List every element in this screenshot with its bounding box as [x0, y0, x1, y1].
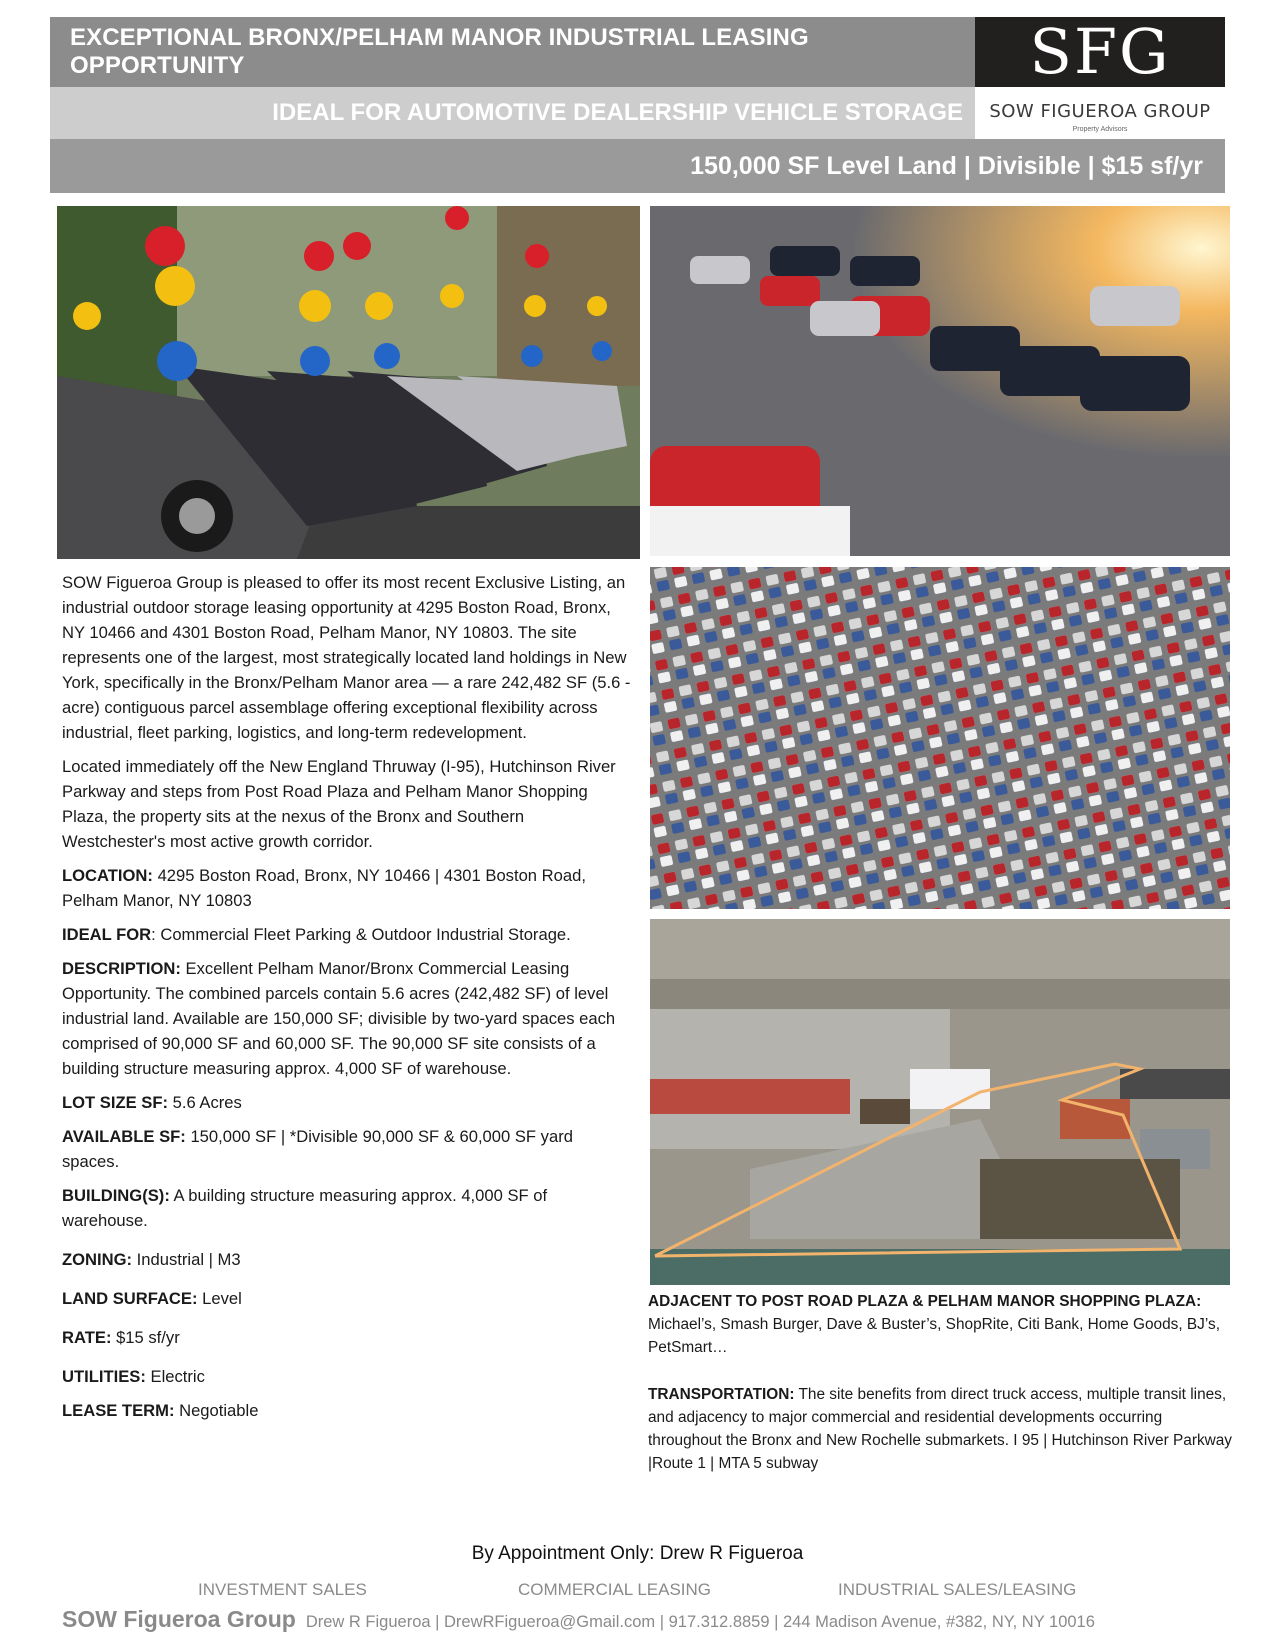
header-subtitle-bar: [50, 87, 975, 139]
field-lot-size: LOT SIZE SF: 5.6 Acres: [62, 1093, 242, 1112]
footer-brand: SOW Figueroa Group: [62, 1606, 296, 1632]
contact-line: [62, 1606, 1095, 1633]
photo-sunlit-car-lot: [650, 206, 1230, 556]
adjacent-block: [648, 1290, 1238, 1359]
transportation-block: [648, 1383, 1238, 1475]
adjacent-label: ADJACENT TO POST ROAD PLAZA & PELHAM MANOR SHOPPING PLAZA:: [648, 1293, 1202, 1310]
appointment-line: By Appointment Only: Drew R Figueroa: [471, 1543, 804, 1564]
field-description: DESCRIPTION: Excellent Pelham Manor/Bronx Commercial Leasing Opportunity. The combined parcels contain 5.6 acres (242,482 SF) of level industrial land. Available are 150,000 SF; divisible by two-yard spaces each comprised of 90,000 SF and 60,000 SF. The 90,000 SF site consists of a building structure measuring approx. 4,000 SF of warehouse.: [62, 959, 616, 1078]
logo-name: SOW FIGUEROA GROUP: [989, 101, 1211, 122]
header-title: EXCEPTIONAL BRONX/PELHAM MANOR INDUSTRIAL LEASING OPPORTUNITY: [70, 24, 809, 79]
field-location: LOCATION: 4295 Boston Road, Bronx, NY 10466 | 4301 Boston Road, Pelham Manor, NY 10803: [62, 866, 586, 910]
location-highlights: [648, 1290, 1238, 1499]
header-subtitle: IDEAL FOR AUTOMOTIVE DEALERSHIP VEHICLE STORAGE: [272, 99, 963, 126]
photo-aerial-site: [650, 919, 1230, 1285]
service-industrial-sales-leasing: INDUSTRIAL SALES/LEASING: [838, 1580, 1077, 1599]
field-rate: RATE: $15 sf/yr: [62, 1328, 180, 1347]
footer-contact: Drew R Figueroa | DrewRFigueroa@Gmail.com | 917.312.8859 | 244 Madison Avenue, #382, NY, NY 10016: [305, 1613, 1095, 1631]
sfg-logo: [975, 17, 1225, 87]
intro-paragraph-1: SOW Figueroa Group is pleased to offer its most recent Exclusive Listing, an industrial outdoor storage leasing opportunity at 4295 Boston Road, Bronx, NY 10466 and 4301 Boston Road, Pelham Manor, NY 10803. The site represents one of the largest, most strategically located land holdings in New York, specifically in the Bronx/Pelham Manor area — a rare 242,482 SF (5.6 -acre) contiguous parcel assemblage offering exceptional flexibility across industrial, fleet parking, logistics, and long-term redevelopment.: [62, 573, 631, 742]
field-utilities: UTILITIES: Electric: [62, 1367, 205, 1386]
header-summary: 150,000 SF Level Land | Divisible | $15 sf/yr: [690, 151, 1203, 180]
service-commercial-leasing: COMMERCIAL LEASING: [518, 1580, 712, 1599]
field-available-sf: AVAILABLE SF: 150,000 SF | *Divisible 90,000 SF & 60,000 SF yard spaces.: [62, 1127, 573, 1171]
listing-details: [62, 570, 632, 1432]
header-title-bar: [50, 17, 975, 87]
transportation-value: The site benefits from direct truck access, multiple transit lines, and adjacency to major commercial and residential developments occurring throughout the Bronx and New Rochelle submarkets. I 95 | Hutchinson River Parkway |Route 1 | MTA 5 subway: [648, 1386, 1233, 1472]
field-buildings: BUILDING(S): A building structure measuring approx. 4,000 SF of warehouse.: [62, 1186, 548, 1230]
field-lease-term: LEASE TERM: Negotiable: [62, 1401, 259, 1420]
logo-tagline: Property Advisors: [1072, 126, 1128, 133]
transportation-label: TRANSPORTATION:: [648, 1386, 795, 1403]
header-summary-bar: [50, 139, 1225, 193]
field-land-surface: LAND SURFACE: Level: [62, 1289, 242, 1308]
intro-paragraph-2: Located immediately off the New England Thruway (I-95), Hutchinson River Parkway and steps from Post Road Plaza and Pelham Manor Shopping Plaza, the property sits at the nexus of the Bronx and Southern Westchester's most active growth corridor.: [62, 757, 616, 851]
service-investment-sales: INVESTMENT SALES: [198, 1580, 367, 1599]
field-zoning: ZONING: Industrial | M3: [62, 1250, 241, 1269]
logo-mark: SFG: [1029, 15, 1171, 88]
photo-dealership-balloons: [57, 206, 640, 559]
logo-wordmark: [975, 87, 1225, 139]
field-ideal-for: IDEAL FOR: Commercial Fleet Parking & Outdoor Industrial Storage.: [62, 925, 571, 944]
adjacent-value: Michael’s, Smash Burger, Dave & Buster’s, ShopRite, Citi Bank, Home Goods, BJ’s, PetSmart…: [648, 1316, 1220, 1356]
photo-aerial-parking-rows: [650, 567, 1230, 909]
